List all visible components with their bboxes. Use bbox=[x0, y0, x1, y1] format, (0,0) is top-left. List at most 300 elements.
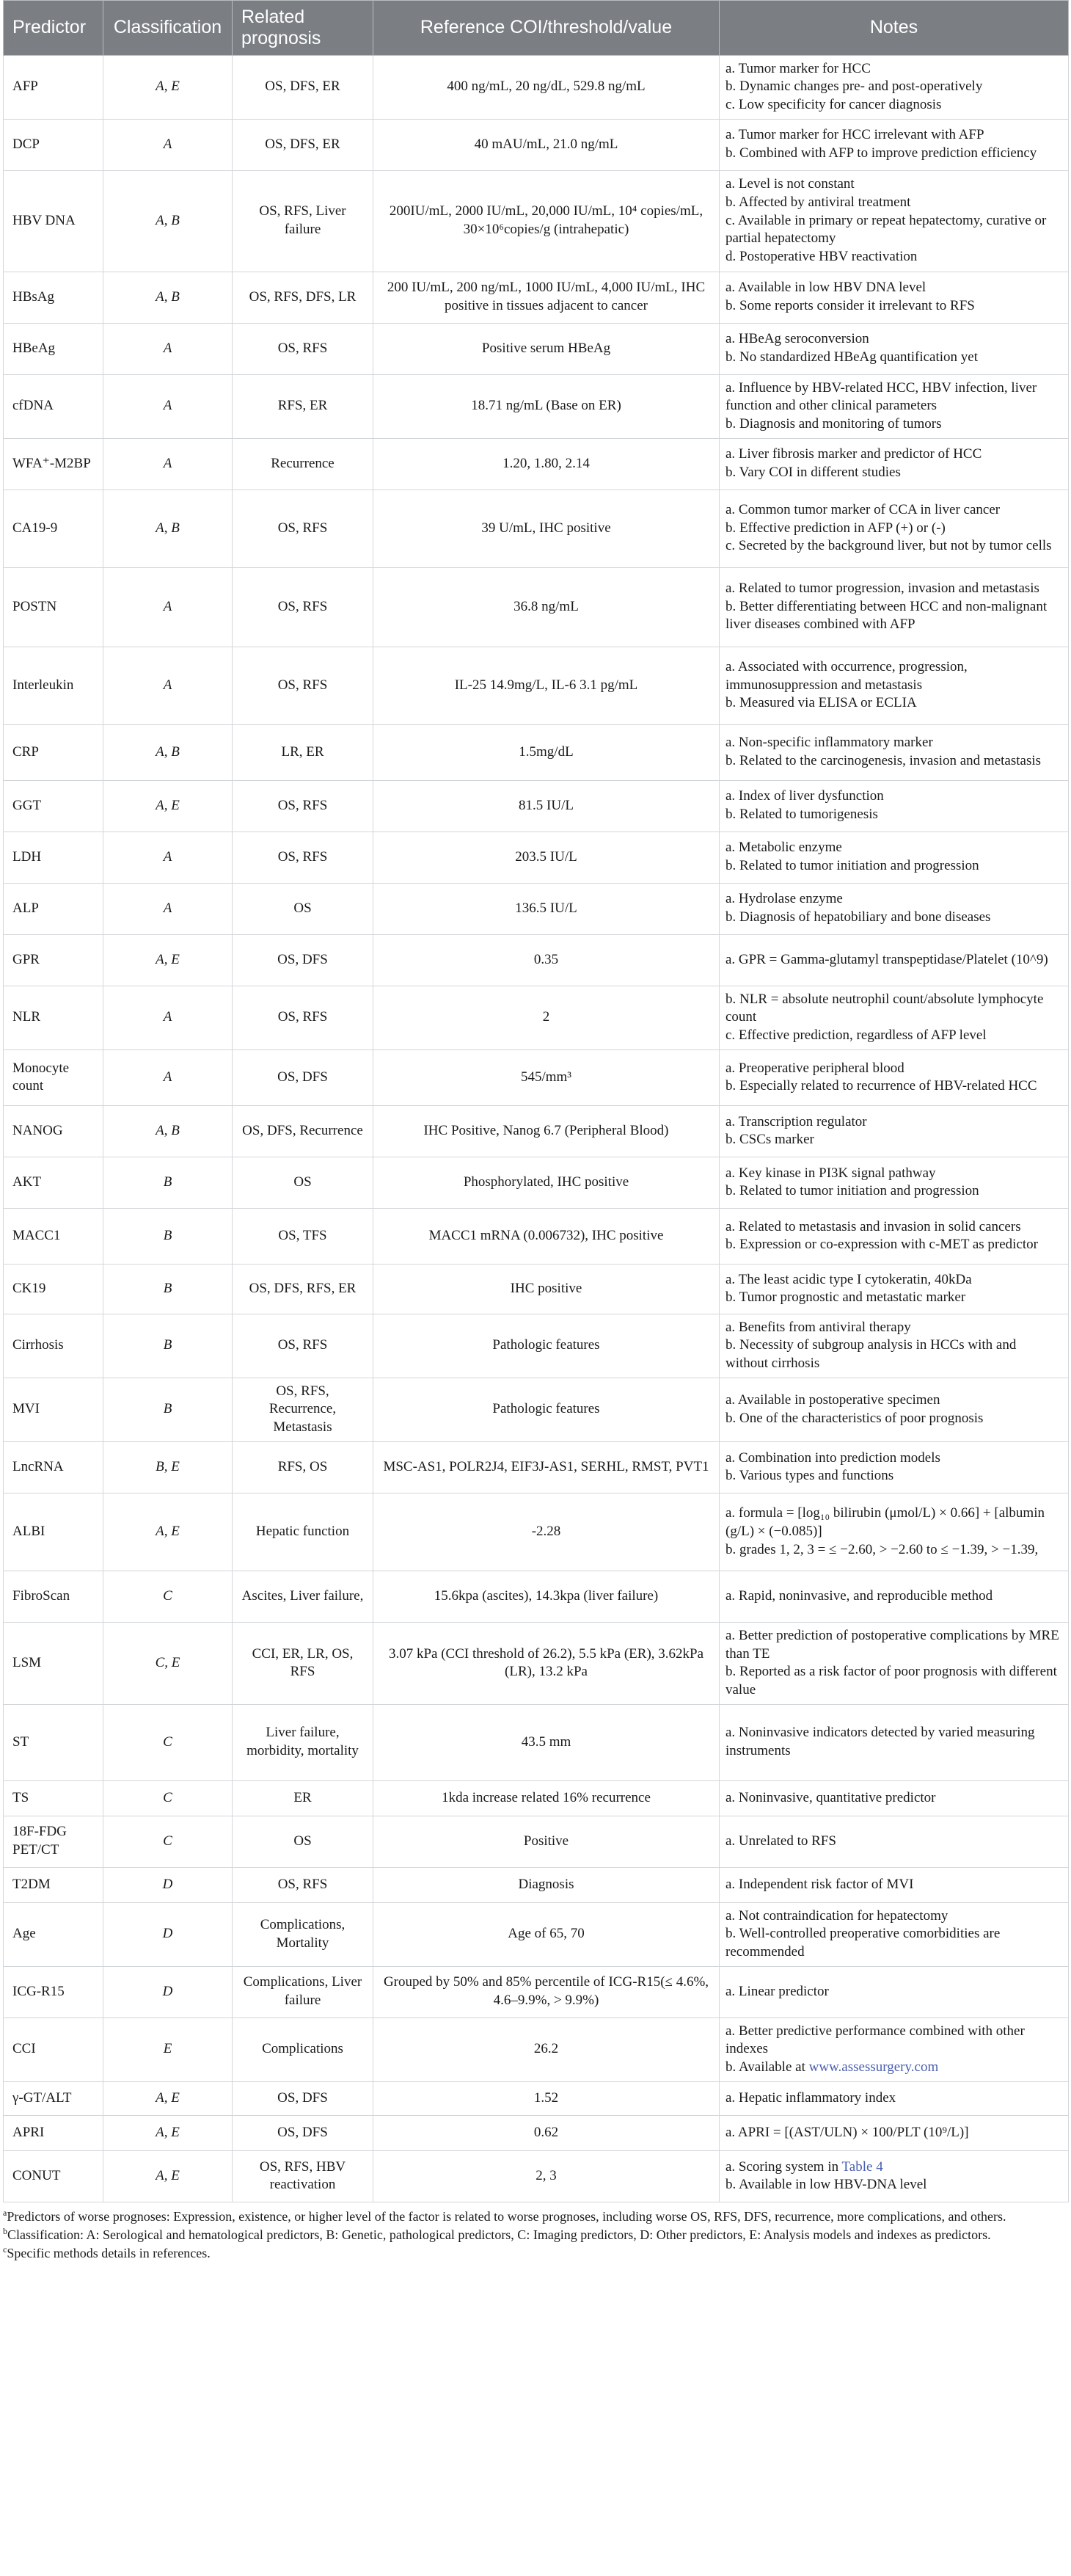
classification-cell: B bbox=[103, 1208, 233, 1264]
classification-cell: A, E bbox=[103, 780, 233, 832]
predictor-cell: NLR bbox=[4, 986, 103, 1049]
note-line: a. Benefits from antiviral therapy bbox=[725, 1319, 911, 1335]
reference-value-cell: 39 U/mL, IHC positive bbox=[373, 490, 720, 567]
classification-cell: A, E bbox=[103, 2081, 233, 2115]
note-line: a. The least acidic type I cytokeratin, 40kDa bbox=[725, 1271, 972, 1287]
classification-cell: C bbox=[103, 1816, 233, 1867]
table-row bbox=[4, 780, 1069, 832]
note-line: a. Related to tumor progression, invasion and metastasis bbox=[725, 581, 1039, 597]
table-row bbox=[4, 2017, 1069, 2081]
reference-value-cell: IHC positive bbox=[373, 1264, 720, 1314]
notes-cell bbox=[720, 2081, 1069, 2115]
predictor-cell: ALP bbox=[4, 883, 103, 934]
prognosis-cell: Complications, Liver failure bbox=[233, 1966, 373, 2017]
table-row bbox=[4, 323, 1069, 374]
prognosis-cell: ER bbox=[233, 1780, 373, 1816]
classification-cell: A bbox=[103, 883, 233, 934]
table-row bbox=[4, 1105, 1069, 1157]
predictor-cell: LncRNA bbox=[4, 1441, 103, 1493]
classification-cell: D bbox=[103, 1902, 233, 1966]
notes-cell bbox=[720, 119, 1069, 170]
reference-value-cell: 400 ng/mL, 20 ng/dL, 529.8 ng/mL bbox=[373, 55, 720, 119]
notes-cell bbox=[720, 1049, 1069, 1105]
notes-cell bbox=[720, 1441, 1069, 1493]
notes-cell bbox=[720, 490, 1069, 567]
predictor-cell: CCI bbox=[4, 2017, 103, 2081]
notes-cell bbox=[720, 1571, 1069, 1622]
prognosis-cell: OS, RFS, Liver failure bbox=[233, 170, 373, 272]
classification-cell: A bbox=[103, 567, 233, 647]
prognosis-cell: OS, RFS bbox=[233, 647, 373, 724]
classification-cell: B, E bbox=[103, 1441, 233, 1493]
table-row bbox=[4, 647, 1069, 724]
classification-cell: A bbox=[103, 438, 233, 490]
prognosis-cell: OS, RFS bbox=[233, 490, 373, 567]
reference-value-cell: 26.2 bbox=[373, 2017, 720, 2081]
reference-value-cell: 2, 3 bbox=[373, 2150, 720, 2202]
notes-cell bbox=[720, 647, 1069, 724]
reference-link[interactable]: Table 4 bbox=[841, 2158, 883, 2175]
classification-cell: B bbox=[103, 1378, 233, 1441]
reference-value-cell: 43.5 mm bbox=[373, 1704, 720, 1780]
header-predictor: Predictor bbox=[4, 1, 103, 56]
note-line: a. Metabolic enzyme bbox=[725, 840, 842, 856]
notes-cell bbox=[720, 323, 1069, 374]
prognosis-cell: RFS, ER bbox=[233, 374, 373, 438]
notes-cell bbox=[720, 1902, 1069, 1966]
note-line: b. Related to tumor initiation and progression bbox=[725, 1183, 979, 1199]
note-line: b. Necessity of subgroup analysis in HCCs with and without cirrhosis bbox=[725, 1337, 1017, 1372]
table-row bbox=[4, 1622, 1069, 1704]
table-row bbox=[4, 2115, 1069, 2150]
predictor-cell: ALBI bbox=[4, 1493, 103, 1571]
prognosis-cell: OS bbox=[233, 1816, 373, 1867]
classification-cell: A, B bbox=[103, 272, 233, 323]
reference-value-cell: 2 bbox=[373, 986, 720, 1049]
note-line: a. Non-specific inflammatory marker bbox=[725, 735, 933, 751]
notes-cell bbox=[720, 832, 1069, 883]
table-row bbox=[4, 934, 1069, 986]
note-line: a. Noninvasive indicators detected by varied measuring instruments bbox=[725, 1725, 1035, 1759]
predictor-cell: HBeAg bbox=[4, 323, 103, 374]
notes-cell bbox=[720, 986, 1069, 1049]
reference-value-cell: Pathologic features bbox=[373, 1314, 720, 1378]
table-row bbox=[4, 119, 1069, 170]
predictor-cell: HBsAg bbox=[4, 272, 103, 323]
note-line: a. Linear predictor bbox=[725, 1983, 829, 1999]
footnote-text: Specific methods details in references. bbox=[7, 2246, 211, 2261]
note-line: a. HBeAg seroconversion bbox=[725, 331, 869, 347]
header-related-prognosis: Related prognosis bbox=[233, 1, 373, 56]
note-line: b. Especially related to recurrence of HBV-related HCC bbox=[725, 1078, 1037, 1094]
predictor-cell: CA19-9 bbox=[4, 490, 103, 567]
table-row bbox=[4, 1780, 1069, 1816]
predictor-cell: MACC1 bbox=[4, 1208, 103, 1264]
table-row bbox=[4, 1441, 1069, 1493]
note-line: a. Available in postoperative specimen bbox=[725, 1392, 940, 1408]
table-row bbox=[4, 1314, 1069, 1378]
footnotes bbox=[3, 2207, 1071, 2263]
predictor-cell: T2DM bbox=[4, 1867, 103, 1902]
reference-value-cell: 81.5 IU/L bbox=[373, 780, 720, 832]
table-row bbox=[4, 1902, 1069, 1966]
predictor-table bbox=[3, 0, 1069, 2202]
classification-cell: B bbox=[103, 1157, 233, 1208]
note-line: a. Level is not constant bbox=[725, 176, 855, 192]
notes-cell bbox=[720, 724, 1069, 780]
note-line: a. Combination into prediction models bbox=[725, 1449, 940, 1466]
classification-cell: C bbox=[103, 1571, 233, 1622]
notes-cell bbox=[720, 1493, 1069, 1571]
prognosis-cell: OS, DFS bbox=[233, 1049, 373, 1105]
reference-value-cell: Grouped by 50% and 85% percentile of ICG-R15(≤ 4.6%, 4.6–9.9%, > 9.9%) bbox=[373, 1966, 720, 2017]
note-line: a. GPR = Gamma-glutamyl transpeptidase/Platelet (10^9) bbox=[725, 951, 1048, 967]
note-line: a. Unrelated to RFS bbox=[725, 1833, 836, 1849]
reference-value-cell: 545/mm³ bbox=[373, 1049, 720, 1105]
note-line: a. Available in low HBV DNA level bbox=[725, 280, 926, 296]
prognosis-cell: OS, RFS bbox=[233, 1314, 373, 1378]
note-line: d. Postoperative HBV reactivation bbox=[725, 249, 918, 265]
classification-cell: D bbox=[103, 1867, 233, 1902]
reference-value-cell: 1.20, 1.80, 2.14 bbox=[373, 438, 720, 490]
notes-cell bbox=[720, 1208, 1069, 1264]
prognosis-cell: OS bbox=[233, 883, 373, 934]
classification-cell: E bbox=[103, 2017, 233, 2081]
prognosis-cell: Recurrence bbox=[233, 438, 373, 490]
footnote bbox=[3, 2225, 1071, 2244]
prognosis-cell: OS, RFS bbox=[233, 1867, 373, 1902]
prognosis-cell: OS, RFS bbox=[233, 986, 373, 1049]
notes-cell bbox=[720, 1780, 1069, 1816]
classification-cell: A, B bbox=[103, 170, 233, 272]
note-line: a. Hepatic inflammatory index bbox=[725, 2089, 896, 2106]
notes-cell bbox=[720, 1704, 1069, 1780]
note-line: a. Tumor marker for HCC irrelevant with AFP bbox=[725, 127, 984, 143]
note-line: b. Vary COI in different studies bbox=[725, 465, 901, 481]
reference-link[interactable]: www.assessurgery.com bbox=[808, 2059, 939, 2075]
notes-cell bbox=[720, 1105, 1069, 1157]
reference-value-cell: 3.07 kPa (CCI threshold of 26.2), 5.5 kPa (ER), 3.62kPa (LR), 13.2 kPa bbox=[373, 1622, 720, 1704]
note-line: b. Effective prediction in AFP (+) or (-) bbox=[725, 520, 946, 536]
notes-cell bbox=[720, 438, 1069, 490]
classification-cell: A bbox=[103, 1049, 233, 1105]
note-line: b. CSCs marker bbox=[725, 1132, 814, 1148]
footnote-text: Predictors of worse prognoses: Expression, existence, or higher level of the factor is related to worse prognoses, including worse OS, RFS, DFS, recurrence, more complications, and others. bbox=[7, 2208, 1006, 2224]
note-line: b. Better differentiating between HCC and non-malignant liver diseases combined with AFP bbox=[725, 598, 1048, 633]
notes-cell bbox=[720, 567, 1069, 647]
notes-cell bbox=[720, 1157, 1069, 1208]
classification-cell: A bbox=[103, 119, 233, 170]
note-line: a. Transcription regulator bbox=[725, 1113, 867, 1129]
prognosis-cell: OS, RFS bbox=[233, 832, 373, 883]
prognosis-cell: OS, RFS bbox=[233, 567, 373, 647]
notes-cell bbox=[720, 55, 1069, 119]
note-line: b. Related to the carcinogenesis, invasion and metastasis bbox=[725, 753, 1042, 769]
notes-cell bbox=[720, 1622, 1069, 1704]
note-line: b. Measured via ELISA or ECLIA bbox=[725, 695, 917, 711]
predictor-cell: Monocyte count bbox=[4, 1049, 103, 1105]
classification-cell: C, E bbox=[103, 1622, 233, 1704]
classification-cell: A, B bbox=[103, 1105, 233, 1157]
predictor-cell: CRP bbox=[4, 724, 103, 780]
note-line: a. Liver fibrosis marker and predictor of HCC bbox=[725, 446, 982, 462]
prognosis-cell: OS, RFS bbox=[233, 323, 373, 374]
predictor-cell: HBV DNA bbox=[4, 170, 103, 272]
table-body bbox=[4, 55, 1069, 2202]
notes-cell bbox=[720, 780, 1069, 832]
notes-cell bbox=[720, 1867, 1069, 1902]
reference-value-cell: MACC1 mRNA (0.006732), IHC positive bbox=[373, 1208, 720, 1264]
classification-cell: D bbox=[103, 1966, 233, 2017]
note-line: b. Tumor prognostic and metastatic marker bbox=[725, 1289, 966, 1306]
reference-value-cell: 203.5 IU/L bbox=[373, 832, 720, 883]
predictor-cell: WFA⁺-M2BP bbox=[4, 438, 103, 490]
reference-value-cell: Pathologic features bbox=[373, 1378, 720, 1441]
prognosis-cell: OS, RFS, HBV reactivation bbox=[233, 2150, 373, 2202]
table-row bbox=[4, 986, 1069, 1049]
predictor-cell: TS bbox=[4, 1780, 103, 1816]
note-line: b. Affected by antiviral treatment bbox=[725, 194, 911, 211]
classification-cell: A bbox=[103, 374, 233, 438]
prognosis-cell: OS, RFS, DFS, LR bbox=[233, 272, 373, 323]
note-line: b. NLR = absolute neutrophil count/absolute lymphocyte count bbox=[725, 991, 1044, 1025]
reference-value-cell: Positive serum HBeAg bbox=[373, 323, 720, 374]
footnote-mark: b bbox=[3, 2225, 7, 2236]
table-row bbox=[4, 883, 1069, 934]
reference-value-cell: Positive bbox=[373, 1816, 720, 1867]
table-row bbox=[4, 170, 1069, 272]
note-line: b. Reported as a risk factor of poor prognosis with different value bbox=[725, 1664, 1057, 1698]
note-line: b. Available in low HBV-DNA level bbox=[725, 2177, 927, 2193]
reference-value-cell: 40 mAU/mL, 21.0 ng/mL bbox=[373, 119, 720, 170]
note-line: a. Noninvasive, quantitative predictor bbox=[725, 1789, 936, 1805]
reference-value-cell: 1.5mg/dL bbox=[373, 724, 720, 780]
notes-cell bbox=[720, 883, 1069, 934]
table-row bbox=[4, 374, 1069, 438]
predictor-cell: ST bbox=[4, 1704, 103, 1780]
predictor-cell: DCP bbox=[4, 119, 103, 170]
note-line: a. APRI = [(AST/ULN) × 100/PLT (10⁹/L)] bbox=[725, 2124, 969, 2140]
predictor-cell: Interleukin bbox=[4, 647, 103, 724]
classification-cell: B bbox=[103, 1264, 233, 1314]
classification-cell: C bbox=[103, 1704, 233, 1780]
note-line: a. Tumor marker for HCC bbox=[725, 60, 871, 76]
prognosis-cell: Complications, Mortality bbox=[233, 1902, 373, 1966]
prognosis-cell: Liver failure, morbidity, mortality bbox=[233, 1704, 373, 1780]
notes-cell bbox=[720, 1378, 1069, 1441]
prognosis-cell: OS, DFS, RFS, ER bbox=[233, 1264, 373, 1314]
note-line: a. Hydrolase enzyme bbox=[725, 891, 843, 907]
table-row bbox=[4, 1049, 1069, 1105]
predictor-cell: FibroScan bbox=[4, 1571, 103, 1622]
note-line: c. Secreted by the background liver, but not by tumor cells bbox=[725, 538, 1052, 554]
prognosis-cell: OS, RFS bbox=[233, 780, 373, 832]
classification-cell: A, E bbox=[103, 934, 233, 986]
predictor-cell: POSTN bbox=[4, 567, 103, 647]
reference-value-cell: 136.5 IU/L bbox=[373, 883, 720, 934]
table-row bbox=[4, 1378, 1069, 1441]
table-row bbox=[4, 567, 1069, 647]
predictor-cell: Cirrhosis bbox=[4, 1314, 103, 1378]
table-row bbox=[4, 1493, 1069, 1571]
predictor-cell: GPR bbox=[4, 934, 103, 986]
reference-value-cell: MSC-AS1, POLR2J4, EIF3J-AS1, SERHL, RMST, PVT1 bbox=[373, 1441, 720, 1493]
reference-value-cell: Age of 65, 70 bbox=[373, 1902, 720, 1966]
classification-cell: B bbox=[103, 1314, 233, 1378]
classification-cell: A bbox=[103, 832, 233, 883]
prognosis-cell: OS, DFS, ER bbox=[233, 55, 373, 119]
predictor-cell: cfDNA bbox=[4, 374, 103, 438]
reference-value-cell: 1kda increase related 16% recurrence bbox=[373, 1780, 720, 1816]
reference-value-cell: 36.8 ng/mL bbox=[373, 567, 720, 647]
reference-value-cell: -2.28 bbox=[373, 1493, 720, 1571]
note-line: b. Diagnosis and monitoring of tumors bbox=[725, 415, 942, 432]
table-row bbox=[4, 724, 1069, 780]
classification-cell: A, B bbox=[103, 724, 233, 780]
predictor-cell: APRI bbox=[4, 2115, 103, 2150]
table-row bbox=[4, 1966, 1069, 2017]
table-row bbox=[4, 1816, 1069, 1867]
header-classification: Classification bbox=[103, 1, 233, 56]
classification-cell: A bbox=[103, 986, 233, 1049]
note-line: b. Related to tumor initiation and progression bbox=[725, 858, 979, 874]
prognosis-cell: CCI, ER, LR, OS, RFS bbox=[233, 1622, 373, 1704]
prognosis-cell: Hepatic function bbox=[233, 1493, 373, 1571]
note-line: b. Combined with AFP to improve prediction efficiency bbox=[725, 145, 1037, 161]
reference-value-cell: Phosphorylated, IHC positive bbox=[373, 1157, 720, 1208]
note-line: a. Better predictive performance combined with other indexes bbox=[725, 2023, 1025, 2057]
header-reference-value: Reference COI/threshold/value bbox=[373, 1, 720, 56]
table-row bbox=[4, 272, 1069, 323]
note-line: a. Index of liver dysfunction bbox=[725, 788, 884, 804]
classification-cell: A, E bbox=[103, 2115, 233, 2150]
classification-cell: C bbox=[103, 1780, 233, 1816]
note-line: a. Associated with occurrence, progression, immunosuppression and metastasis bbox=[725, 659, 968, 693]
reference-value-cell: 1.52 bbox=[373, 2081, 720, 2115]
predictor-cell: 18F-FDG PET/CT bbox=[4, 1816, 103, 1867]
predictor-cell: γ-GT/ALT bbox=[4, 2081, 103, 2115]
note-line: a. Common tumor marker of CCA in liver cancer bbox=[725, 502, 1001, 518]
table-row bbox=[4, 1867, 1069, 1902]
note-line: c. Effective prediction, regardless of AFP level bbox=[725, 1027, 987, 1043]
prognosis-cell: OS, DFS bbox=[233, 934, 373, 986]
reference-value-cell: 18.71 ng/mL (Base on ER) bbox=[373, 374, 720, 438]
table-row bbox=[4, 1571, 1069, 1622]
reference-value-cell: 0.62 bbox=[373, 2115, 720, 2150]
predictor-cell: AFP bbox=[4, 55, 103, 119]
predictor-cell: LSM bbox=[4, 1622, 103, 1704]
table-row bbox=[4, 1157, 1069, 1208]
note-line: b. Expression or co-expression with c-MET as predictor bbox=[725, 1237, 1038, 1253]
note-line: a. Better prediction of postoperative complications by MRE than TE bbox=[725, 1627, 1059, 1662]
predictor-cell: CK19 bbox=[4, 1264, 103, 1314]
notes-cell bbox=[720, 2150, 1069, 2202]
header-row bbox=[4, 1, 1069, 56]
note-line: b. One of the characteristics of poor prognosis bbox=[725, 1410, 984, 1426]
header-notes: Notes bbox=[720, 1, 1069, 56]
note-line: a. Independent risk factor of MVI bbox=[725, 1876, 914, 1892]
classification-cell: A, E bbox=[103, 1493, 233, 1571]
notes-cell bbox=[720, 2017, 1069, 2081]
note-line: b. Diagnosis of hepatobiliary and bone diseases bbox=[725, 909, 991, 925]
footnote-text: Classification: A: Serological and hematological predictors, B: Genetic, pathological predictors, C: Imaging predictors, D: Other predictors, E: Analysis models and indexes as predictors. bbox=[7, 2227, 991, 2242]
note-line: b. Available at www.assessurgery.com bbox=[725, 2059, 939, 2075]
notes-cell bbox=[720, 1264, 1069, 1314]
footnote bbox=[3, 2244, 1071, 2262]
table-row bbox=[4, 490, 1069, 567]
notes-cell bbox=[720, 1966, 1069, 2017]
table-row bbox=[4, 1704, 1069, 1780]
reference-value-cell: IL-25 14.9mg/L, IL-6 3.1 pg/mL bbox=[373, 647, 720, 724]
reference-value-cell: 0.35 bbox=[373, 934, 720, 986]
prognosis-cell: OS, DFS bbox=[233, 2081, 373, 2115]
notes-cell bbox=[720, 272, 1069, 323]
prognosis-cell: RFS, OS bbox=[233, 1441, 373, 1493]
predictor-cell: GGT bbox=[4, 780, 103, 832]
notes-cell bbox=[720, 1314, 1069, 1378]
note-line: b. grades 1, 2, 3 = ≤ −2.60, > −2.60 to ≤ −1.39, > −1.39, bbox=[725, 1541, 1039, 1557]
prognosis-cell: OS, DFS, ER bbox=[233, 119, 373, 170]
prognosis-cell: OS, DFS bbox=[233, 2115, 373, 2150]
prognosis-cell: OS bbox=[233, 1157, 373, 1208]
note-line: b. Dynamic changes pre- and post-operatively bbox=[725, 79, 983, 95]
footnote bbox=[3, 2207, 1071, 2225]
note-line: a. Related to metastasis and invasion in solid cancers bbox=[725, 1218, 1021, 1234]
prognosis-cell: Complications bbox=[233, 2017, 373, 2081]
note-line: a. Rapid, noninvasive, and reproducible method bbox=[725, 1587, 993, 1604]
predictor-cell: CONUT bbox=[4, 2150, 103, 2202]
classification-cell: A bbox=[103, 323, 233, 374]
prognosis-cell: OS, RFS, Recurrence, Metastasis bbox=[233, 1378, 373, 1441]
note-line: b. Some reports consider it irrelevant to RFS bbox=[725, 298, 975, 314]
footnote-mark: c bbox=[3, 2244, 7, 2255]
notes-cell bbox=[720, 2115, 1069, 2150]
note-line: b. Various types and functions bbox=[725, 1468, 894, 1484]
reference-value-cell: 15.6kpa (ascites), 14.3kpa (liver failure) bbox=[373, 1571, 720, 1622]
classification-cell: A, E bbox=[103, 2150, 233, 2202]
classification-cell: A, B bbox=[103, 490, 233, 567]
note-line: a. Key kinase in PI3K signal pathway bbox=[725, 1165, 936, 1181]
note-line: a. formula = [log₁₀ bilirubin (μmol/L) × 0.66] + [albumin (g/L) × (−0.085)] bbox=[725, 1505, 1045, 1539]
notes-cell bbox=[720, 1816, 1069, 1867]
predictor-cell: MVI bbox=[4, 1378, 103, 1441]
note-line: b. Related to tumorigenesis bbox=[725, 807, 878, 823]
note-line: a. Preoperative peripheral blood bbox=[725, 1060, 904, 1076]
reference-value-cell: 200IU/mL, 2000 IU/mL, 20,000 IU/mL, 10⁴ copies/mL, 30×10⁶copies/g (intrahepatic) bbox=[373, 170, 720, 272]
note-line: b. No standardized HBeAg quantification yet bbox=[725, 349, 979, 365]
prognosis-cell: OS, DFS, Recurrence bbox=[233, 1105, 373, 1157]
table-row bbox=[4, 1264, 1069, 1314]
table-row bbox=[4, 832, 1069, 883]
classification-cell: A bbox=[103, 647, 233, 724]
predictor-cell: LDH bbox=[4, 832, 103, 883]
prognosis-cell: OS, TFS bbox=[233, 1208, 373, 1264]
table-row bbox=[4, 2150, 1069, 2202]
predictor-cell: ICG-R15 bbox=[4, 1966, 103, 2017]
table-row bbox=[4, 2081, 1069, 2115]
footnote-mark: a bbox=[3, 2207, 7, 2218]
reference-value-cell: 200 IU/mL, 200 ng/mL, 1000 IU/mL, 4,000 IU/mL, IHC positive in tissues adjacent to cancer bbox=[373, 272, 720, 323]
note-line: a. Influence by HBV-related HCC, HBV infection, liver function and other clinical parameters bbox=[725, 379, 1037, 414]
note-line: a. Scoring system in Table 4 bbox=[725, 2158, 883, 2175]
predictor-cell: Age bbox=[4, 1902, 103, 1966]
reference-value-cell: Diagnosis bbox=[373, 1867, 720, 1902]
note-line: b. Well-controlled preoperative comorbidities are recommended bbox=[725, 1926, 1001, 1960]
table-row bbox=[4, 55, 1069, 119]
classification-cell: A, E bbox=[103, 55, 233, 119]
notes-cell bbox=[720, 170, 1069, 272]
prognosis-cell: Ascites, Liver failure, bbox=[233, 1571, 373, 1622]
